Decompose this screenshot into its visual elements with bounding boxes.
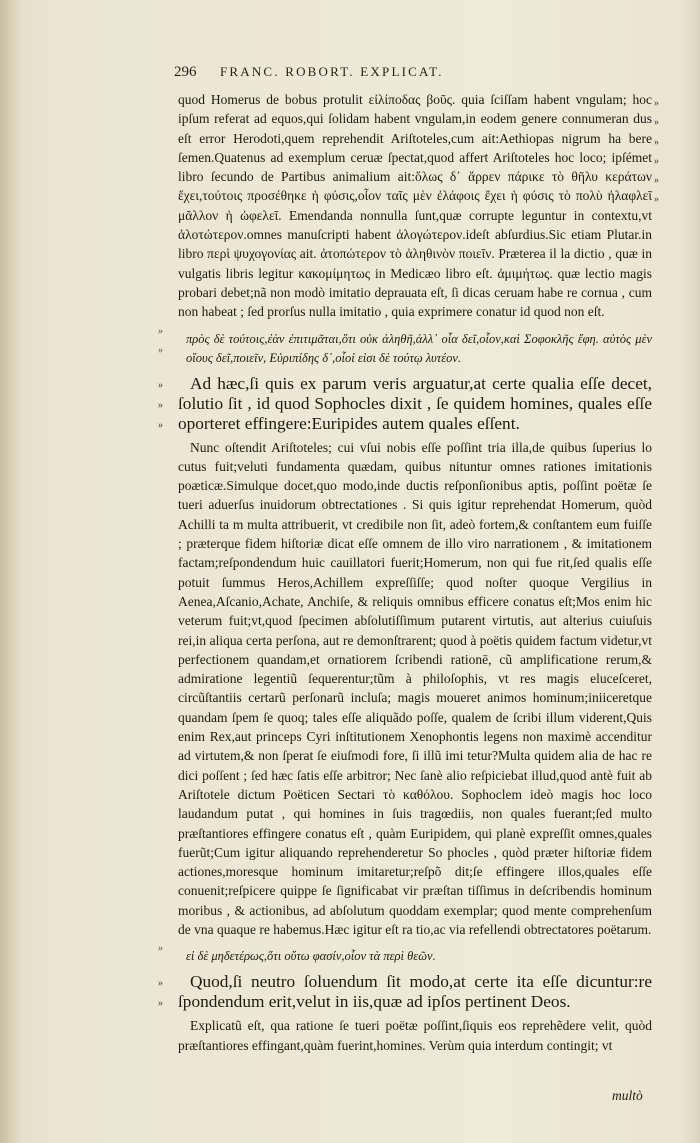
greek-lemma-text: πρὸς δὲ τούτοις,ἐὰν ἐπιτιμᾶται,ὅτι οὐκ ἀληθῆ,ἀλλ᾽ οἷα δεῖ,οἷον,καὶ Σοφοκλῆς ἔφη. αὐτὸς μὲν οἵους δεῖ,ποιεῖν, Εὐριπίδης δ᾽,οἷοί εἰσι δὲ τούτῳ λυτέον. [186,331,652,365]
quote-marks [158,939,174,958]
quote-mark: » [654,155,659,167]
quote-mark: » [654,175,659,187]
quote-mark: » [158,344,163,356]
commentary-paragraph: Nunc oſtendit Ariſtoteles; cui vſui nobis eſſe poſſint tria illa,de quibus ſuperius lo cutus fuit;veluti fundamenta quædam, quibus nituntur omnes rationes imitationis poæticæ.Simulque docet,quo modo,inde ductis reſponſionibus aptis, poſſint poëtæ ſe tueri aduerſus inuidorum obtrectationes . Si quis igitur reprehendat Homerum, quòd Achilli ta m multa attribuerit, vt credibile non ſit, adeò fortem,& conſtantem eum fuiſſe ; præterque fidem hiſtoriæ dicat eſſe omnem de illo viro narrationem , & imitationem factam;reſpondendum huic cauillatori fuerit;Homerum, non qui fue rit,ſed qualis eſſe potuit ſummus Heros,Achillem expreſſiſſe; quod noſter quoque Vergilius in Aenea,Aſcanio,Achate, Anchiſe, & reliquis omnibus efficere conatus eſt;Mos enim hic veterum fuit;vt,quod ſpecimen abſolutiſſimum putarent virtutis, aut alterius cuiuſuis rei,in aliqua certa perſona, aut re demonſtrarent; quod à poëtis quidem factum videtur,vt perfectionem quandam,et ornatiorem ſcribendi rationē, cũ amplificatione rerum,& admiratione legentiũ ſequerentur;tũm à philoſophis, vt res magis eluceſceret, circũſtantiis certarũ perſonarũ incluſa; magis moueret animos hominum;iniiceretque quandam ſpem ſe quoq; tales eſſe aliquãdo poſſe, qualem de ſcribi illum viderent,Quis enim Rex,aut princeps Cyri inſtitutionem Xenophontis legens non maximè accenditur ad virtutem,& non ſperat ſe eiuſmodi fore, ſi illũ imi tetur?Multa quidem alia de hac re dici poſſent ; ſed hæc ſatis eſſe arbitror; Nec ſanè alio reſpiciebat illud,quod antè fuit ab Ariſtotele dictum Poëticen Sectari τὸ καθόλου. Sophoclem ideò magis hoc loco laudandum putat , qui homines in ſuis tragœdiis, non quales fuerant;ſed multo præſtantiores effingere conatus eſt , quàm Euripidem, qui planè expreſſit omnes,quales fuerũt;Cum igitur aliquando reprehenderetur So phocles , quòd præter hiſtoriæ fidem actiones,moresque hominum imitaretur;reſpõ dit;ſe effingere illos,quales eſſe conuenit;reſpicere quippe ſe ſignificabat vir præſtan tiſſimus in deſcribendis hominum moribus , & actionibus, ad abſolutum quoddam exemplar; quod mente comprehenſum de vna quaque re habemus.Hæc igitur eſt ra tio,ac via refellendi obtrectatores poëtarum. [178,439,652,937]
latin-lemma [158,372,652,438]
latin-lemma-text: Ad hæc,ſi quis ex parum veris arguatur,at certe qualia eſſe decet, ſolutio ſit , id quod Sophocles dixit , ſe quidem homines, quales eſſe oporteret effingere:Euripides autem quales eſſent. [178,373,652,433]
greek-lemma-text: εἰ δὲ μηδετέρως,ὅτι οὕτω φασίν,οἷον τὰ περὶ θεῶν. [186,949,436,964]
quote-mark: » [158,978,163,990]
quote-mark: » [158,325,163,337]
quote-mark: » [158,998,163,1010]
greek-lemma [158,322,652,372]
quote-mark: » [158,419,163,431]
quote-marks [158,974,174,1014]
commentary-paragraph: quod Homerus de bobus protulit εἰλίποδας βοῦς. quia ſciſſam habent vngulam; hoc ipſum referat ad equos,qui ſolidam habent vngulam,in eodem genere connumeran dus eſt error Herodoti,quem reprehendit Ariſtoteles,cum ait:Aethiopas nigrum ha bere ſemen.Quatenus ad exemplum ceruæ ſpectat,quod affert Ariſtoteles hoc loco; ipſémet libro ſecundo de Partibus animalium ait:ὅλως δ᾽ ἄρρεν πάρικε τὸ θῆλυ κεράτων ἔχει,τούτοις προσέθηκε ἡ φύσις,οἷον ταῖς μὲν ἐλάφοις ἔχει ἡ φύσις τὸ πολὺ ἠλαφλεῖ μᾶλλον ἡ ὠφελεῖ. Emendanda nonnulla ſunt,quæ corrupte leguntur in contextu,vt ἀλοτώτερον.omnes manuſcripti habent ἀλογώτερον.ideſt abſurdius.Sic etiam Plutar.in libro περὶ ψυχογονίας ait. ἀτοπώτερον τὸ ἀληθινὸν ποιεῖν. Præterea il la dictio , quæ in vulgatis libris legitur κακομίμητως in Medicæo libro eſt. ἀμιμήτως. quæ lectio magis probari debet;nã non modò imitatio deprauata eſt, ſi dicas ceruam habe re cornua , cum non habeat ; ſed prorſus nulla imitatio , quia exprimere conatur id quod non eſt. [178,92,652,320]
quote-mark: » [654,194,659,206]
running-head [174,64,654,81]
page-number: 296 [174,64,197,80]
quote-mark: » [654,117,659,129]
commentary-paragraph: Explicatũ eſt, qua ratione ſe tueri poëtæ poſſint,ſiquis eos reprehẽdere velit, quòd præſtantiores effingant,quàm fuerint,homines. Verùm quia interdum contingit; vt [178,1018,652,1053]
right-margin-quote-marks [654,94,674,210]
quote-mark: » [158,943,163,955]
quote-mark: » [158,379,163,391]
quote-mark: » [654,136,659,148]
latin-lemma [158,970,652,1016]
quote-mark: » [654,98,659,109]
quote-mark: » [158,399,163,411]
running-title: FRANC. ROBORT. EXPLICAT. [219,64,444,79]
catchword: multò [612,1088,643,1103]
latin-lemma-text: Quod,ſi neutro ſoluendum ſit modo,at certe ita eſſe dicuntur:re ſpondendum erit,velut in iis,quæ ad ipſos pertinent Deos. [178,972,652,1012]
text-block [158,90,652,1055]
quote-marks [158,376,174,436]
greek-lemma [158,939,652,970]
quote-marks [158,322,174,360]
